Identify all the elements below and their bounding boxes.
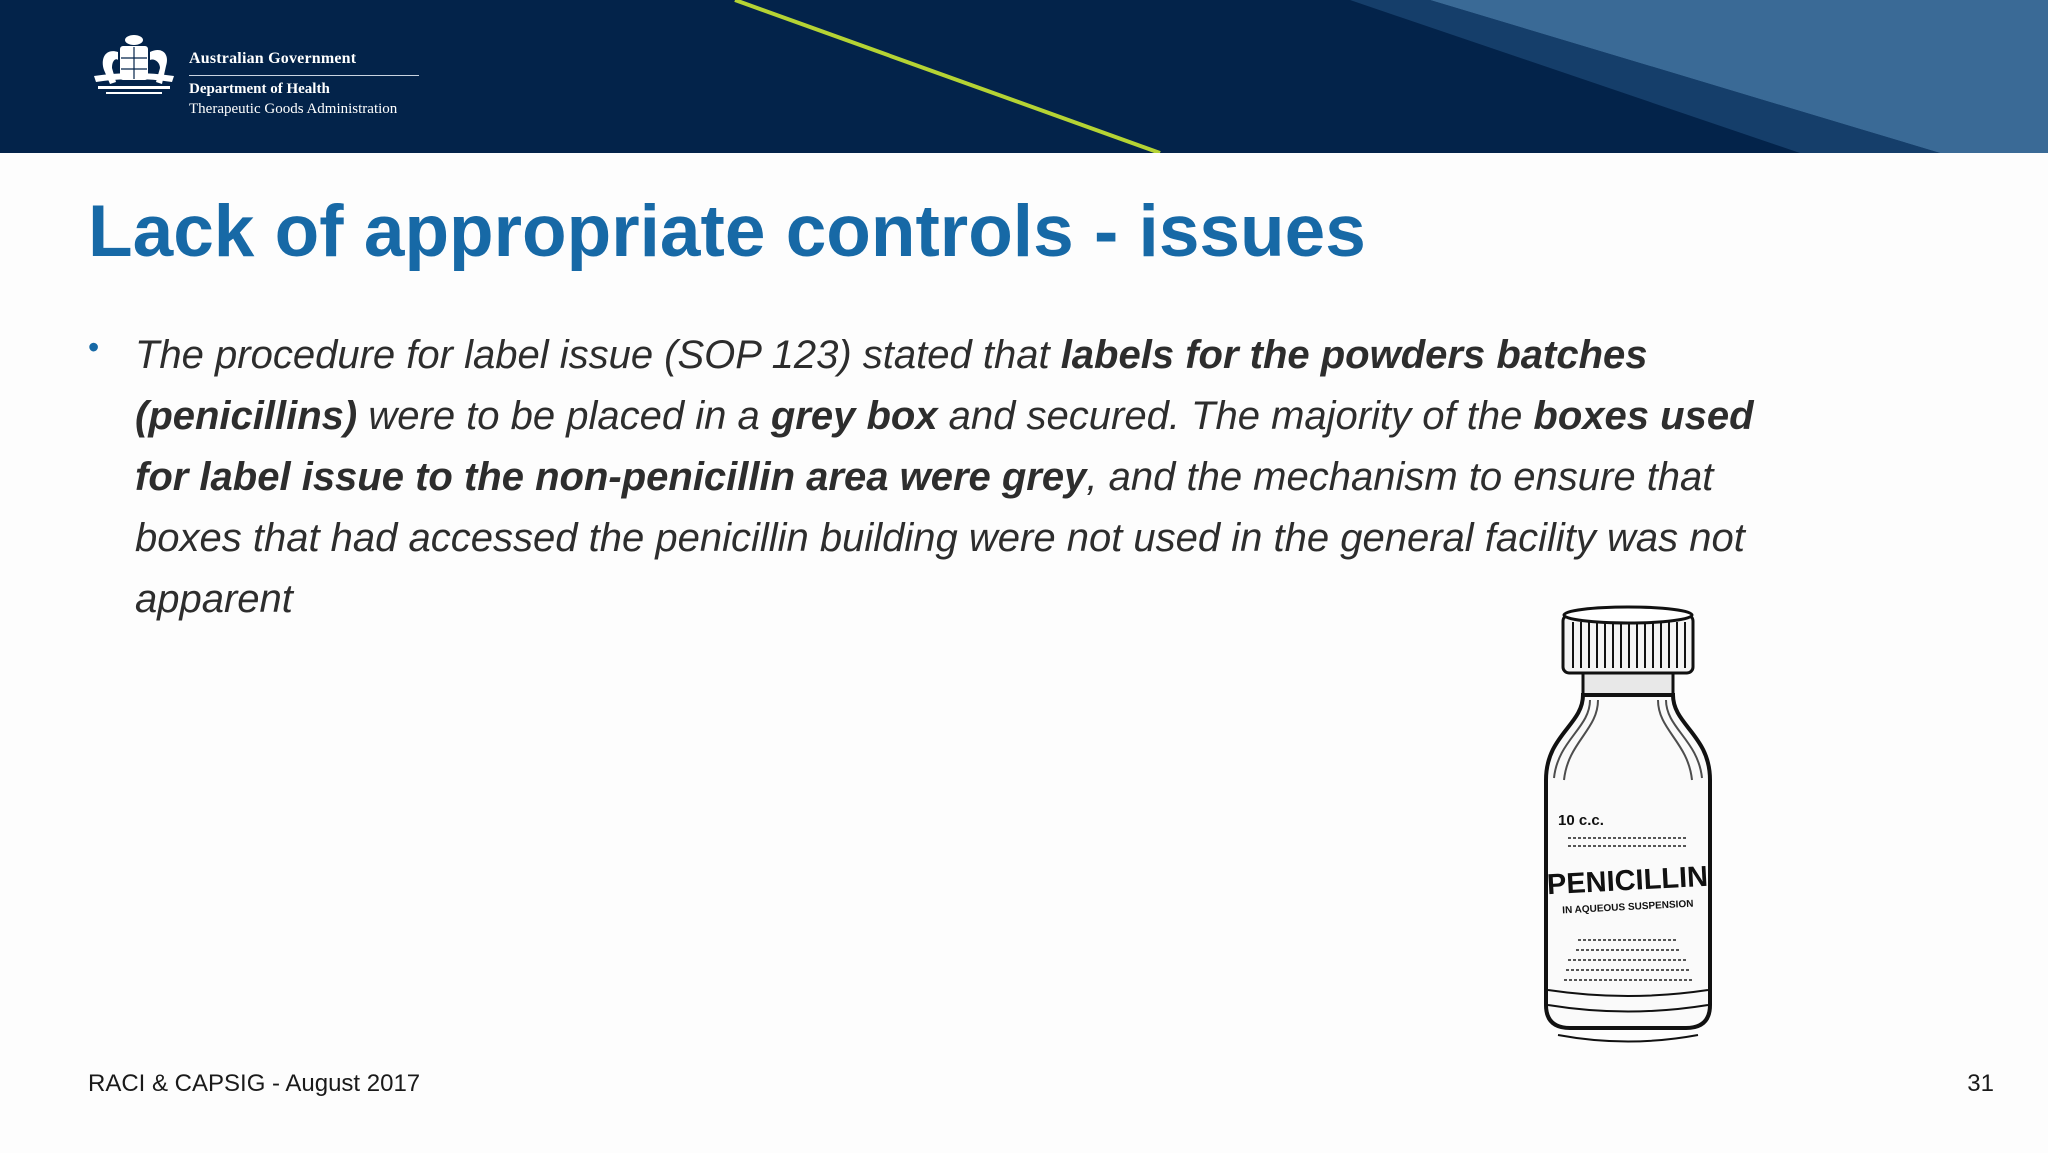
organisation-logo-text (189, 50, 419, 118)
bullet-bold-1: labels for the powders batches (penicillins) (135, 333, 1648, 438)
vial-volume-label: 10 c.c. (1558, 812, 1604, 829)
footer-event: RACI & CAPSIG - August 2017 (88, 1070, 421, 1097)
bullet-item (135, 325, 1788, 630)
coat-of-arms-icon (88, 32, 180, 107)
page-number: 31 (1967, 1070, 1994, 1097)
agency-name: Therapeutic Goods Administration (189, 101, 398, 117)
slide-title: Lack of appropriate controls - issues (88, 191, 1366, 272)
government-name: Australian Government (189, 50, 357, 67)
bullet-text-4: , and the mechanism to ensure that boxes that had accessed the penicillin building were not used in the general facility was not apparent (135, 455, 1745, 621)
bullet-text-1: The procedure for label issue (SOP 123) stated that (135, 333, 1061, 377)
bullet-icon: • (88, 329, 100, 365)
penicillin-vial-icon (1528, 600, 1728, 1055)
bullet-text-2: were to be placed in a (357, 394, 771, 438)
bullet-bold-2: grey box (770, 394, 938, 438)
department-name: Department of Health (189, 81, 330, 97)
vial-form-label: IN AQUEOUS SUSPENSION (1562, 898, 1694, 917)
bullet-text-3: and secured. The majority of the (937, 394, 1534, 438)
logo-divider (189, 75, 419, 76)
bullet-bold-3: boxes used for label issue to the non-penicillin area were grey (135, 394, 1754, 499)
bullet-list (88, 325, 1788, 630)
vial-drug-name: PENICILLIN (1546, 860, 1709, 902)
